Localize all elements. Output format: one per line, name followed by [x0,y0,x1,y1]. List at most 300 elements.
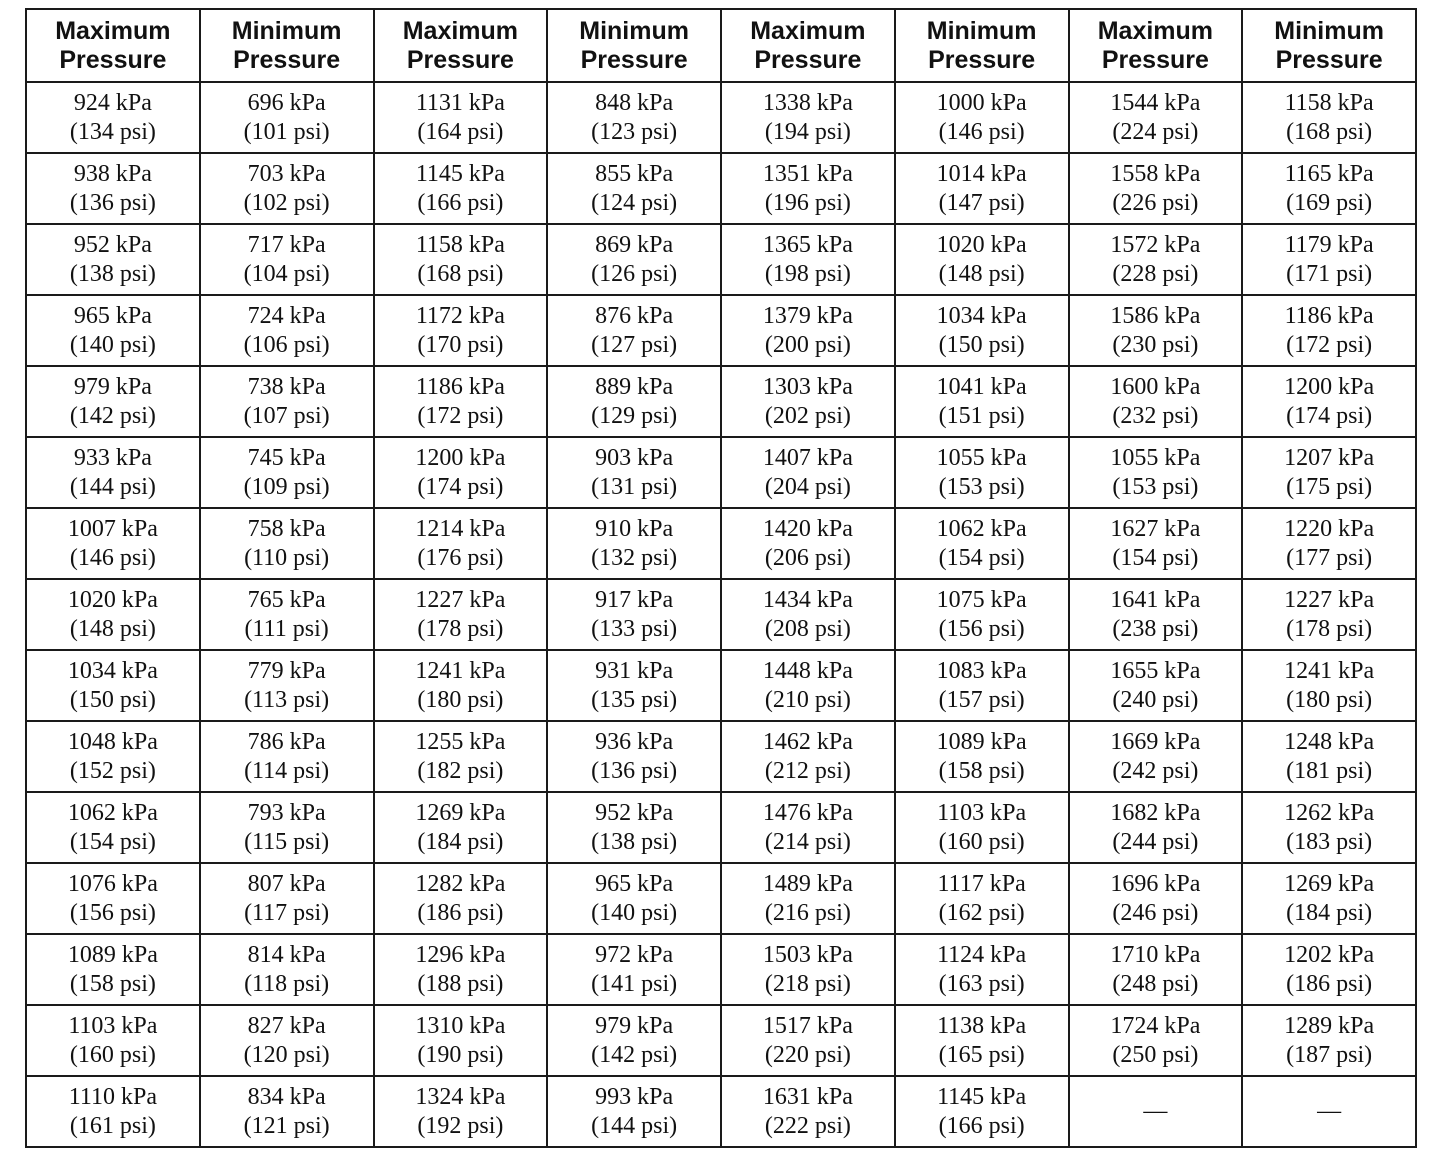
column-header [374,9,548,82]
psi-value: (154 psi) [69,828,156,855]
column-header-title: Minimum [926,16,1037,45]
table-cell [1069,224,1243,295]
psi-value: (156 psi) [938,615,1025,642]
psi-value: (202 psi) [764,402,851,429]
table-cell [374,863,548,934]
kpa-value: 696 kPa [247,89,326,116]
kpa-value: 738 kPa [247,373,326,400]
kpa-value: 979 kPa [595,1012,674,1039]
kpa-value: 1462 kPa [762,728,853,755]
kpa-value: 1269 kPa [1284,870,1375,897]
kpa-value: 717 kPa [247,231,326,258]
kpa-value: 1207 kPa [1284,444,1375,471]
table-cell [895,934,1069,1005]
psi-value: (230 psi) [1112,331,1199,358]
kpa-value: 1724 kPa [1110,1012,1201,1039]
table-cell [1069,366,1243,437]
kpa-value: 979 kPa [73,373,152,400]
kpa-value: — [1143,1098,1168,1124]
psi-value: (138 psi) [591,828,678,855]
table-cell [721,721,895,792]
table-cell [547,366,721,437]
kpa-value: 1434 kPa [762,586,853,613]
table-cell [1069,1076,1243,1147]
header-row [26,9,1416,82]
table-cell [1069,82,1243,153]
psi-value: (216 psi) [764,899,851,926]
kpa-value: 876 kPa [595,302,674,329]
kpa-value: 1158 kPa [1284,89,1374,116]
kpa-value: 1289 kPa [1284,1012,1375,1039]
kpa-value: 1476 kPa [762,799,853,826]
psi-value: (115 psi) [244,828,330,855]
table-cell [200,366,374,437]
kpa-value: 1220 kPa [1284,515,1375,542]
column-header [895,9,1069,82]
kpa-value: 1310 kPa [415,1012,506,1039]
psi-value: (136 psi) [69,189,156,216]
table-cell [895,437,1069,508]
psi-value: (150 psi) [938,331,1025,358]
psi-value: (232 psi) [1112,402,1199,429]
kpa-value: 1083 kPa [936,657,1027,684]
psi-value: (169 psi) [1286,189,1373,216]
table-cell [721,366,895,437]
psi-value: (180 psi) [1286,686,1373,713]
kpa-value: 931 kPa [595,657,674,684]
kpa-value: 1338 kPa [762,89,853,116]
psi-value: (186 psi) [1286,970,1373,997]
psi-value: (184 psi) [1286,899,1373,926]
table-cell [547,792,721,863]
table-cell [1242,650,1416,721]
kpa-value: 786 kPa [247,728,326,755]
table-cell [26,82,200,153]
table-cell [547,1005,721,1076]
psi-value: (238 psi) [1112,615,1199,642]
table-cell [374,437,548,508]
kpa-value: 724 kPa [247,302,326,329]
psi-value: (158 psi) [938,757,1025,784]
table-cell [895,224,1069,295]
table-cell [374,650,548,721]
psi-value: (165 psi) [938,1041,1025,1068]
column-header-subtitle: Pressure [754,45,862,74]
kpa-value: 910 kPa [595,515,674,542]
table-cell [200,650,374,721]
kpa-value: 965 kPa [595,870,674,897]
psi-value: (180 psi) [417,686,504,713]
psi-value: (158 psi) [69,970,156,997]
table-cell [1242,224,1416,295]
kpa-value: 1062 kPa [936,515,1027,542]
table-cell [895,82,1069,153]
psi-value: (160 psi) [69,1041,156,1068]
table-cell [1242,1005,1416,1076]
table-cell [721,437,895,508]
table-cell [547,721,721,792]
psi-value: (153 psi) [938,473,1025,500]
column-header-title: Minimum [579,16,689,45]
table-cell [721,295,895,366]
table-header [26,9,1416,82]
column-header-title: Minimum [1274,16,1384,45]
table-cell [721,1005,895,1076]
psi-value: (148 psi) [938,260,1025,287]
psi-value: (188 psi) [417,970,504,997]
kpa-value: 1117 kPa [937,870,1026,897]
column-header-title: Maximum [55,16,171,45]
kpa-value: — [1317,1098,1342,1124]
table-row [26,863,1416,934]
psi-value: (129 psi) [591,402,678,429]
table-cell [547,153,721,224]
table-cell [1069,863,1243,934]
kpa-value: 1631 kPa [762,1083,853,1110]
table-cell [721,1076,895,1147]
table-cell [1069,437,1243,508]
table-cell [895,792,1069,863]
kpa-value: 1682 kPa [1110,799,1201,826]
kpa-value: 1407 kPa [762,444,853,471]
kpa-value: 1379 kPa [762,302,853,329]
psi-value: (166 psi) [938,1112,1025,1139]
kpa-value: 917 kPa [595,586,674,613]
psi-value: (154 psi) [938,544,1025,571]
psi-value: (240 psi) [1112,686,1199,713]
table-cell [374,82,548,153]
kpa-value: 1558 kPa [1110,160,1201,187]
kpa-value: 1641 kPa [1110,586,1201,613]
kpa-value: 1062 kPa [67,799,158,826]
psi-value: (176 psi) [417,544,504,571]
kpa-value: 1282 kPa [415,870,506,897]
psi-value: (186 psi) [417,899,504,926]
kpa-value: 1586 kPa [1110,302,1201,329]
table-cell [1242,934,1416,1005]
table-row [26,508,1416,579]
table-cell [1242,1076,1416,1147]
psi-value: (144 psi) [591,1112,678,1139]
table-cell [1069,650,1243,721]
psi-value: (168 psi) [1286,118,1373,145]
kpa-value: 1227 kPa [415,586,506,613]
table-cell [26,153,200,224]
psi-value: (212 psi) [764,757,851,784]
kpa-value: 1131 kPa [415,89,505,116]
psi-value: (153 psi) [1112,473,1199,500]
column-header-subtitle: Pressure [580,45,688,74]
column-header-subtitle: Pressure [1101,45,1209,74]
table-cell [1069,153,1243,224]
table-cell [26,295,200,366]
table-cell [1242,82,1416,153]
table-cell [1069,792,1243,863]
kpa-value: 952 kPa [595,799,674,826]
psi-value: (141 psi) [591,970,678,997]
table-cell [26,579,200,650]
table-cell [200,82,374,153]
psi-value: (183 psi) [1286,828,1373,855]
psi-value: (192 psi) [417,1112,504,1139]
table-body [26,82,1416,1147]
kpa-value: 1179 kPa [1284,231,1374,258]
kpa-value: 1255 kPa [415,728,506,755]
psi-value: (106 psi) [243,331,330,358]
table-cell [721,579,895,650]
table-cell [1069,1005,1243,1076]
kpa-value: 848 kPa [595,89,674,116]
psi-value: (140 psi) [69,331,156,358]
table-row [26,366,1416,437]
psi-value: (181 psi) [1286,757,1373,784]
kpa-value: 1324 kPa [415,1083,506,1110]
column-header [1069,9,1243,82]
table-cell [547,295,721,366]
kpa-value: 1034 kPa [67,657,158,684]
column-header-subtitle: Pressure [928,45,1036,74]
table-cell [895,863,1069,934]
table-cell [26,792,200,863]
column-header-subtitle: Pressure [233,45,341,74]
table-row [26,650,1416,721]
table-cell [1242,721,1416,792]
table-cell [200,721,374,792]
kpa-value: 1503 kPa [762,941,853,968]
table-cell [721,508,895,579]
table-cell [721,863,895,934]
kpa-value: 1351 kPa [762,160,853,187]
table-cell [721,82,895,153]
psi-value: (123 psi) [591,118,678,145]
psi-value: (126 psi) [591,260,678,287]
psi-value: (150 psi) [69,686,156,713]
table-row [26,1076,1416,1147]
column-header [26,9,200,82]
table-cell [721,792,895,863]
column-header-title: Maximum [1097,16,1214,45]
table-cell [547,224,721,295]
table-cell [895,650,1069,721]
table-cell [547,863,721,934]
psi-value: (244 psi) [1112,828,1199,855]
psi-value: (127 psi) [591,331,678,358]
kpa-value: 1200 kPa [415,444,506,471]
kpa-value: 1014 kPa [936,160,1027,187]
psi-value: (170 psi) [417,331,504,358]
psi-value: (154 psi) [1112,544,1199,571]
psi-value: (148 psi) [69,615,156,642]
kpa-value: 834 kPa [247,1083,326,1110]
table-cell [895,508,1069,579]
kpa-value: 1103 kPa [937,799,1027,826]
psi-value: (132 psi) [591,544,678,571]
kpa-value: 1103 kPa [68,1012,158,1039]
psi-value: (138 psi) [69,260,156,287]
psi-value: (161 psi) [69,1112,156,1139]
table-cell [895,153,1069,224]
psi-value: (136 psi) [591,757,678,784]
table-cell [26,650,200,721]
table-row [26,224,1416,295]
table-cell [200,224,374,295]
table-cell [26,366,200,437]
table-cell [1242,792,1416,863]
kpa-value: 1138 kPa [937,1012,1027,1039]
kpa-value: 869 kPa [595,231,674,258]
kpa-value: 1089 kPa [67,941,158,968]
kpa-value: 1241 kPa [1284,657,1375,684]
table-cell [374,224,548,295]
table-cell [374,153,548,224]
psi-value: (175 psi) [1286,473,1373,500]
table-cell [547,1076,721,1147]
kpa-value: 1296 kPa [415,941,506,968]
kpa-value: 936 kPa [595,728,674,755]
kpa-value: 1041 kPa [936,373,1027,400]
kpa-value: 1600 kPa [1110,373,1201,400]
table-cell [26,934,200,1005]
table-cell [895,579,1069,650]
psi-value: (178 psi) [417,615,504,642]
psi-value: (107 psi) [243,402,330,429]
table-cell [1242,508,1416,579]
kpa-value: 1124 kPa [937,941,1027,968]
psi-value: (190 psi) [417,1041,504,1068]
psi-value: (120 psi) [243,1041,330,1068]
kpa-value: 1110 kPa [68,1083,157,1110]
psi-value: (214 psi) [764,828,851,855]
table-row [26,792,1416,863]
table-cell [895,366,1069,437]
column-header [721,9,895,82]
table-cell [374,508,548,579]
psi-value: (198 psi) [764,260,851,287]
psi-value: (101 psi) [243,118,330,145]
kpa-value: 1655 kPa [1110,657,1201,684]
psi-value: (160 psi) [938,828,1025,855]
psi-value: (242 psi) [1112,757,1199,784]
column-header-subtitle: Pressure [1275,45,1383,74]
psi-value: (151 psi) [938,402,1025,429]
table-row [26,934,1416,1005]
table-cell [1242,579,1416,650]
kpa-value: 1007 kPa [67,515,158,542]
kpa-value: 924 kPa [73,89,152,116]
table-cell [374,579,548,650]
kpa-value: 1158 kPa [415,231,505,258]
psi-value: (144 psi) [69,473,156,500]
kpa-value: 1710 kPa [1110,941,1201,968]
table-cell [895,295,1069,366]
kpa-value: 758 kPa [247,515,326,542]
kpa-value: 814 kPa [247,941,326,968]
kpa-value: 827 kPa [247,1012,326,1039]
kpa-value: 1055 kPa [936,444,1027,471]
psi-value: (218 psi) [764,970,851,997]
psi-value: (174 psi) [1286,402,1373,429]
kpa-value: 993 kPa [595,1083,674,1110]
kpa-value: 765 kPa [247,586,326,613]
psi-value: (118 psi) [244,970,330,997]
table-cell [374,721,548,792]
kpa-value: 1034 kPa [936,302,1027,329]
psi-value: (187 psi) [1286,1041,1373,1068]
psi-value: (206 psi) [764,544,851,571]
table-cell [547,579,721,650]
table-cell [374,792,548,863]
psi-value: (246 psi) [1112,899,1199,926]
kpa-value: 952 kPa [73,231,152,258]
kpa-value: 1048 kPa [67,728,158,755]
table-cell [1069,579,1243,650]
psi-value: (140 psi) [591,899,678,926]
psi-value: (142 psi) [69,402,156,429]
psi-value: (182 psi) [417,757,504,784]
kpa-value: 972 kPa [595,941,674,968]
kpa-value: 1020 kPa [67,586,158,613]
table-cell [374,934,548,1005]
psi-value: (163 psi) [938,970,1025,997]
table-cell [26,508,200,579]
psi-value: (152 psi) [69,757,156,784]
psi-value: (168 psi) [417,260,504,287]
psi-value: (178 psi) [1286,615,1373,642]
pressure-table [25,8,1417,1148]
psi-value: (172 psi) [1286,331,1373,358]
table-cell [1069,934,1243,1005]
psi-value: (104 psi) [243,260,330,287]
kpa-value: 1420 kPa [762,515,853,542]
table-cell [721,153,895,224]
table-cell [547,82,721,153]
kpa-value: 1544 kPa [1110,89,1201,116]
kpa-value: 779 kPa [247,657,326,684]
psi-value: (157 psi) [938,686,1025,713]
kpa-value: 1200 kPa [1284,373,1375,400]
table-cell [721,224,895,295]
column-header-title: Maximum [750,16,866,45]
kpa-value: 1365 kPa [762,231,853,258]
kpa-value: 1248 kPa [1284,728,1375,755]
psi-value: (113 psi) [244,686,330,713]
kpa-value: 1572 kPa [1110,231,1201,258]
table-cell [26,224,200,295]
kpa-value: 793 kPa [247,799,326,826]
kpa-value: 1214 kPa [415,515,506,542]
table-cell [895,1005,1069,1076]
table-cell [200,437,374,508]
psi-value: (114 psi) [244,757,330,784]
kpa-value: 1202 kPa [1284,941,1375,968]
kpa-value: 938 kPa [73,160,152,187]
column-header [1242,9,1416,82]
table-cell [200,792,374,863]
table-cell [200,1005,374,1076]
psi-value: (194 psi) [764,118,851,145]
psi-value: (174 psi) [417,473,504,500]
table-cell [26,1005,200,1076]
kpa-value: 855 kPa [595,160,674,187]
psi-value: (135 psi) [591,686,678,713]
table-cell [200,863,374,934]
psi-value: (248 psi) [1112,970,1199,997]
table-cell [547,508,721,579]
table-cell [547,437,721,508]
table-cell [200,1076,374,1147]
table-cell [895,721,1069,792]
kpa-value: 807 kPa [247,870,326,897]
